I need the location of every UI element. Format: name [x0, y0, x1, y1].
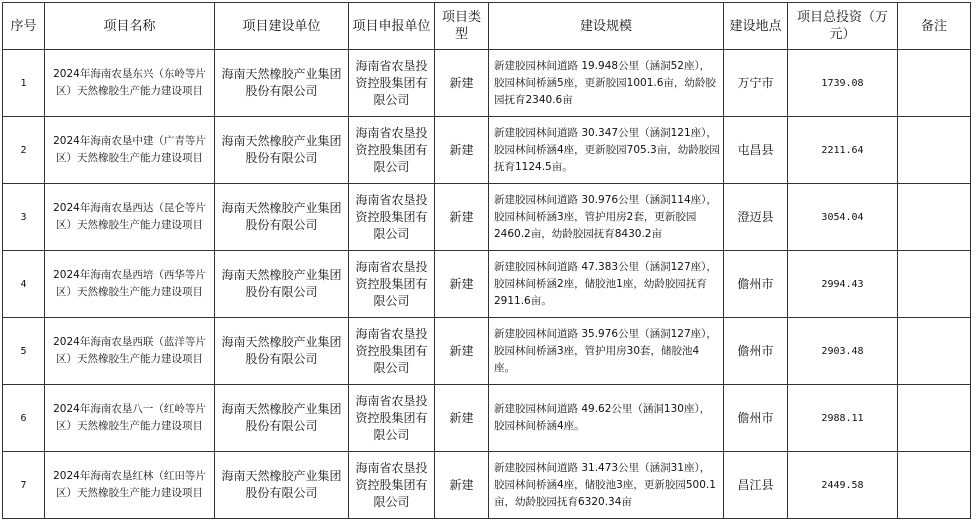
header-applicant: 项目申报单位	[349, 3, 435, 50]
cell-scale: 新建胶园林间道路 31.473公里（涵洞31座），胶园林间桥涵4座，储胶池3座，更新胶园500.1亩，幼龄胶园抚育6320.34亩	[489, 452, 724, 519]
cell-applicant: 海南省农垦投资控股集团有限公司	[349, 452, 435, 519]
cell-builder: 海南天然橡胶产业集团股份有限公司	[215, 385, 349, 452]
cell-builder: 海南天然橡胶产业集团股份有限公司	[215, 50, 349, 117]
cell-builder: 海南天然橡胶产业集团股份有限公司	[215, 184, 349, 251]
cell-index: 5	[3, 318, 45, 385]
cell-investment: 2449.58	[788, 452, 898, 519]
cell-location: 万宁市	[724, 50, 788, 117]
project-table	[2, 2, 971, 519]
cell-type: 新建	[435, 117, 489, 184]
cell-name: 2024年海南农垦八一（红岭等片区）天然橡胶生产能力建设项目	[45, 385, 215, 452]
cell-applicant: 海南省农垦投资控股集团有限公司	[349, 385, 435, 452]
cell-builder: 海南天然橡胶产业集团股份有限公司	[215, 452, 349, 519]
header-type: 项目类型	[435, 3, 489, 50]
cell-note	[898, 117, 971, 184]
header-location: 建设地点	[724, 3, 788, 50]
cell-location: 昌江县	[724, 452, 788, 519]
cell-index: 7	[3, 452, 45, 519]
table-row	[3, 385, 971, 452]
header-name: 项目名称	[45, 3, 215, 50]
cell-index: 6	[3, 385, 45, 452]
cell-builder: 海南天然橡胶产业集团股份有限公司	[215, 318, 349, 385]
header-builder: 项目建设单位	[215, 3, 349, 50]
cell-investment: 2211.64	[788, 117, 898, 184]
cell-location: 儋州市	[724, 251, 788, 318]
cell-investment: 2988.11	[788, 385, 898, 452]
cell-scale: 新建胶园林间道路 19.948公里（涵洞52座），胶园林间桥涵5座，更新胶园1001.6亩，幼龄胶园抚育2340.6亩	[489, 50, 724, 117]
table-row	[3, 184, 971, 251]
cell-type: 新建	[435, 318, 489, 385]
cell-location: 儋州市	[724, 318, 788, 385]
cell-type: 新建	[435, 50, 489, 117]
cell-type: 新建	[435, 452, 489, 519]
header-investment: 项目总投资（万元）	[788, 3, 898, 50]
cell-index: 3	[3, 184, 45, 251]
cell-note	[898, 50, 971, 117]
cell-scale: 新建胶园林间道路 30.976公里（涵洞114座），胶园林间桥涵3座，管护用房2套，更新胶园2460.2亩，幼龄胶园抚育8430.2亩	[489, 184, 724, 251]
cell-scale: 新建胶园林间道路 49.62公里（涵洞130座），胶园林间桥涵4座。	[489, 385, 724, 452]
cell-name: 2024年海南农垦红林（红田等片区）天然橡胶生产能力建设项目	[45, 452, 215, 519]
cell-investment: 2903.48	[788, 318, 898, 385]
cell-index: 2	[3, 117, 45, 184]
table-row	[3, 50, 971, 117]
cell-note	[898, 452, 971, 519]
table-row	[3, 318, 971, 385]
cell-builder: 海南天然橡胶产业集团股份有限公司	[215, 117, 349, 184]
cell-scale: 新建胶园林间道路 35.976公里（涵洞127座），胶园林间桥涵3座，管护用房30套，储胶池4座。	[489, 318, 724, 385]
cell-note	[898, 251, 971, 318]
cell-note	[898, 184, 971, 251]
cell-location: 澄迈县	[724, 184, 788, 251]
cell-investment: 2994.43	[788, 251, 898, 318]
cell-applicant: 海南省农垦投资控股集团有限公司	[349, 251, 435, 318]
cell-name: 2024年海南农垦东兴（东岭等片区）天然橡胶生产能力建设项目	[45, 50, 215, 117]
cell-applicant: 海南省农垦投资控股集团有限公司	[349, 184, 435, 251]
cell-investment: 1739.08	[788, 50, 898, 117]
cell-type: 新建	[435, 385, 489, 452]
table-row	[3, 251, 971, 318]
cell-name: 2024年海南农垦西培（西华等片区）天然橡胶生产能力建设项目	[45, 251, 215, 318]
cell-location: 屯昌县	[724, 117, 788, 184]
header-scale: 建设规模	[489, 3, 724, 50]
cell-name: 2024年海南农垦西达（昆仑等片区）天然橡胶生产能力建设项目	[45, 184, 215, 251]
cell-name: 2024年海南农垦西联（蓝洋等片区）天然橡胶生产能力建设项目	[45, 318, 215, 385]
cell-note	[898, 318, 971, 385]
cell-location: 儋州市	[724, 385, 788, 452]
cell-note	[898, 385, 971, 452]
cell-scale: 新建胶园林间道路 30.347公里（涵洞121座），胶园林间桥涵4座，更新胶园705.3亩，幼龄胶园抚育1124.5亩。	[489, 117, 724, 184]
header-note: 备注	[898, 3, 971, 50]
cell-applicant: 海南省农垦投资控股集团有限公司	[349, 318, 435, 385]
cell-builder: 海南天然橡胶产业集团股份有限公司	[215, 251, 349, 318]
header-index: 序号	[3, 3, 45, 50]
table-row	[3, 452, 971, 519]
header-row	[3, 3, 971, 50]
cell-index: 1	[3, 50, 45, 117]
cell-investment: 3054.04	[788, 184, 898, 251]
cell-name: 2024年海南农垦中建（广青等片区）天然橡胶生产能力建设项目	[45, 117, 215, 184]
cell-type: 新建	[435, 184, 489, 251]
cell-applicant: 海南省农垦投资控股集团有限公司	[349, 117, 435, 184]
cell-applicant: 海南省农垦投资控股集团有限公司	[349, 50, 435, 117]
cell-type: 新建	[435, 251, 489, 318]
cell-scale: 新建胶园林间道路 47.383公里（涵洞127座），胶园林间桥涵2座，储胶池1座，幼龄胶园抚育2911.6亩。	[489, 251, 724, 318]
cell-index: 4	[3, 251, 45, 318]
table-row	[3, 117, 971, 184]
project-table-container	[2, 2, 970, 519]
